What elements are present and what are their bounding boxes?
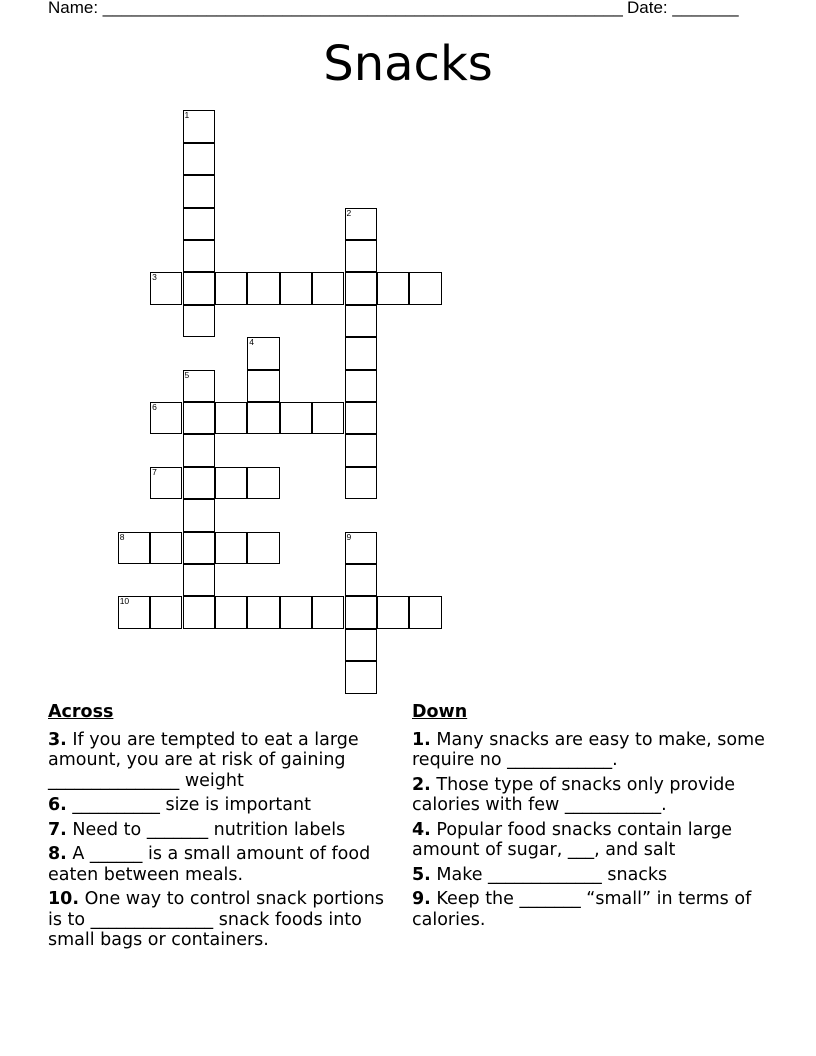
down-clue xyxy=(412,820,772,861)
grid-cell[interactable] xyxy=(150,402,182,434)
grid-cell[interactable] xyxy=(215,596,247,628)
grid-cell[interactable] xyxy=(345,208,377,240)
clue-number: 1. xyxy=(412,729,431,750)
clue-text: One way to control snack portions is to ______________ snack foods into small bags or containers. xyxy=(48,889,384,950)
clue-text: If you are tempted to eat a large amount, you are at risk of gaining _______________ weight xyxy=(48,729,359,791)
down-clues xyxy=(412,702,772,934)
down-clue xyxy=(412,730,772,771)
grid-cell[interactable] xyxy=(345,467,377,499)
clue-number: 8. xyxy=(48,844,67,864)
grid-cell[interactable] xyxy=(345,532,377,564)
clue-text: Keep the _______ “small” in terms of calories. xyxy=(412,889,752,930)
grid-cell[interactable] xyxy=(215,272,247,304)
grid-cell[interactable] xyxy=(183,175,215,207)
clue-number: 3. xyxy=(48,729,67,750)
grid-cell[interactable] xyxy=(247,337,279,369)
clue-number: 7. xyxy=(48,819,67,840)
grid-cell[interactable] xyxy=(247,596,279,628)
cell-number: 2 xyxy=(346,207,352,218)
grid-cell[interactable] xyxy=(409,596,441,628)
grid-cell[interactable] xyxy=(118,596,150,628)
clue-text: Popular food snacks contain large amount of sugar, ___, and salt xyxy=(412,819,733,860)
clue-text: Make _____________ snacks xyxy=(430,864,668,885)
grid-cell[interactable] xyxy=(183,208,215,240)
cell-number: 8 xyxy=(119,531,125,542)
clue-number: 10. xyxy=(48,889,80,909)
clue-text: Many snacks are easy to make, some require no ____________. xyxy=(412,729,765,770)
grid-cell[interactable] xyxy=(118,532,150,564)
cell-number: 3 xyxy=(152,272,157,283)
grid-cell[interactable] xyxy=(150,467,182,499)
cell-number: 10 xyxy=(119,596,130,607)
grid-cell[interactable] xyxy=(345,240,377,272)
clue-text: __________ size is important xyxy=(66,795,311,815)
cell-number: 4 xyxy=(249,337,255,348)
cell-number: 5 xyxy=(184,369,190,380)
grid-cell[interactable] xyxy=(280,596,312,628)
cell-number: 9 xyxy=(346,531,352,542)
grid-cell[interactable] xyxy=(377,596,409,628)
grid-cell[interactable] xyxy=(183,402,215,434)
grid-cell[interactable] xyxy=(247,467,279,499)
grid-cell[interactable] xyxy=(150,532,182,564)
date-field[interactable]: Date: _______ xyxy=(627,0,739,17)
clue-text: Need to _______ nutrition labels xyxy=(66,819,346,840)
across-clue xyxy=(48,889,398,951)
grid-cell[interactable] xyxy=(183,532,215,564)
grid-cell[interactable] xyxy=(312,596,344,628)
grid-cell[interactable] xyxy=(280,402,312,434)
grid-cell[interactable] xyxy=(280,272,312,304)
grid-cell[interactable] xyxy=(345,402,377,434)
grid-cell[interactable] xyxy=(247,402,279,434)
grid-cell[interactable] xyxy=(312,272,344,304)
grid-cell[interactable] xyxy=(247,532,279,564)
grid-cell[interactable] xyxy=(215,402,247,434)
across-clue xyxy=(48,795,398,816)
grid-cell[interactable] xyxy=(183,370,215,402)
grid-cell[interactable] xyxy=(345,596,377,628)
grid-cell[interactable] xyxy=(345,370,377,402)
across-clue xyxy=(48,730,398,792)
grid-cell[interactable] xyxy=(345,661,377,693)
cell-number: 1 xyxy=(184,110,190,121)
cell-number: 7 xyxy=(152,466,157,477)
grid-cell[interactable] xyxy=(183,467,215,499)
grid-cell[interactable] xyxy=(215,467,247,499)
across-clue xyxy=(48,820,398,841)
grid-cell[interactable] xyxy=(150,596,182,628)
clue-number: 2. xyxy=(412,774,431,795)
grid-cell[interactable] xyxy=(312,402,344,434)
clue-number: 5. xyxy=(412,864,431,885)
grid-cell[interactable] xyxy=(183,272,215,304)
grid-cell[interactable] xyxy=(247,272,279,304)
grid-cell[interactable] xyxy=(150,272,182,304)
grid-cell[interactable] xyxy=(183,143,215,175)
grid-cell[interactable] xyxy=(345,272,377,304)
grid-cell[interactable] xyxy=(183,564,215,596)
down-heading: Down xyxy=(412,702,468,722)
grid-cell[interactable] xyxy=(183,596,215,628)
cell-number: 6 xyxy=(152,402,157,412)
grid-cell[interactable] xyxy=(183,240,215,272)
across-heading: Across xyxy=(48,702,114,722)
name-field[interactable]: Name: _______________________________________________________ xyxy=(48,0,623,17)
grid-cell[interactable] xyxy=(247,370,279,402)
down-clue xyxy=(412,865,772,886)
grid-cell[interactable] xyxy=(345,337,377,369)
across-clues xyxy=(48,702,398,955)
across-clue xyxy=(48,844,398,885)
grid-cell[interactable] xyxy=(183,305,215,337)
grid-cell[interactable] xyxy=(215,532,247,564)
grid-cell[interactable] xyxy=(345,629,377,661)
grid-cell[interactable] xyxy=(345,305,377,337)
clue-number: 9. xyxy=(412,889,431,909)
clue-text: A ______ is a small amount of food eaten between meals. xyxy=(48,844,371,885)
grid-cell[interactable] xyxy=(345,434,377,466)
down-clue xyxy=(412,889,772,930)
clue-text: Those type of snacks only provide calories with few ___________. xyxy=(412,774,736,815)
clue-number: 6. xyxy=(48,795,67,815)
clue-number: 4. xyxy=(412,819,431,840)
down-clue xyxy=(412,775,772,816)
page-title: Snacks xyxy=(323,36,493,92)
grid-cell[interactable] xyxy=(183,110,215,142)
grid-cell[interactable] xyxy=(377,272,409,304)
grid-cell[interactable] xyxy=(409,272,441,304)
grid-cell[interactable] xyxy=(183,434,215,466)
grid-cell[interactable] xyxy=(183,499,215,531)
grid-cell[interactable] xyxy=(345,564,377,596)
